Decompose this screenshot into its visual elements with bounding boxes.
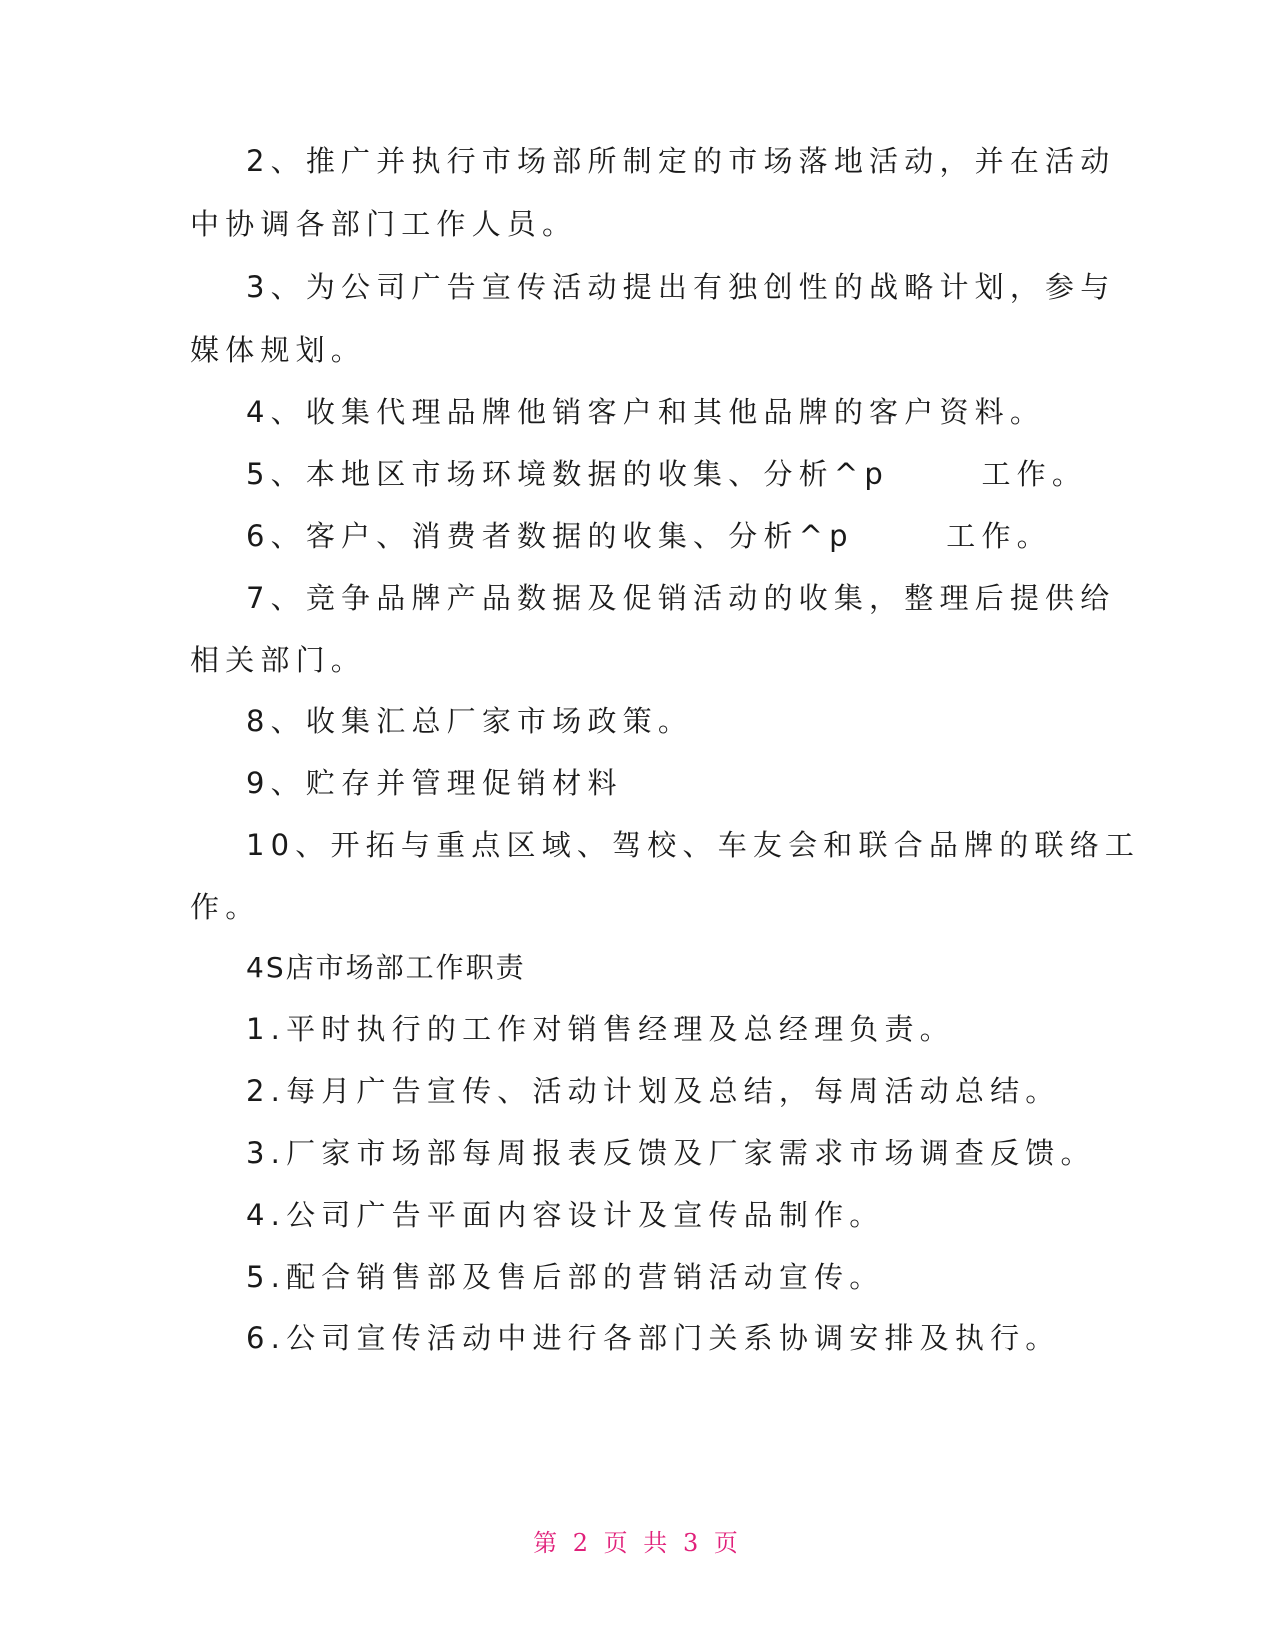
paragraph-6: 6、客户、消费者数据的收集、分析^p 工作。 bbox=[246, 519, 1052, 553]
page-number-footer: 第 2 页 共 3 页 bbox=[533, 1529, 742, 1557]
paragraph-3-line-2: 媒体规划。 bbox=[190, 333, 367, 367]
duty-item-4: 4.公司广告平面内容设计及宣传品制作。 bbox=[246, 1198, 885, 1232]
paragraph-10-line-2: 作。 bbox=[190, 890, 261, 924]
paragraph-2-line-2: 中协调各部门工作人员。 bbox=[190, 207, 578, 241]
duty-item-3: 3.厂家市场部每周报表反馈及厂家需求市场调查反馈。 bbox=[246, 1136, 1096, 1170]
duty-item-1: 1.平时执行的工作对销售经理及总经理负责。 bbox=[246, 1012, 955, 1046]
paragraph-2-line-1: 2、推广并执行市场部所制定的市场落地活动，并在活动 bbox=[246, 144, 1116, 178]
section-heading: 4S店市场部工作职责 bbox=[246, 951, 526, 984]
paragraph-4: 4、收集代理品牌他销客户和其他品牌的客户资料。 bbox=[246, 395, 1046, 429]
paragraph-5: 5、本地区市场环境数据的收集、分析^p 工作。 bbox=[246, 457, 1088, 491]
duty-item-6: 6.公司宣传活动中进行各部门关系协调安排及执行。 bbox=[246, 1321, 1061, 1355]
paragraph-9: 9、贮存并管理促销材料 bbox=[246, 766, 623, 800]
paragraph-3-line-1: 3、为公司广告宣传活动提出有独创性的战略计划，参与 bbox=[246, 270, 1116, 304]
duty-item-2: 2.每月广告宣传、活动计划及总结，每周活动总结。 bbox=[246, 1074, 1061, 1108]
paragraph-7-line-1: 7、竞争品牌产品数据及促销活动的收集，整理后提供给 bbox=[246, 581, 1116, 615]
paragraph-10-line-1: 10、开拓与重点区域、驾校、车友会和联合品牌的联络工 bbox=[246, 828, 1141, 862]
duty-item-5: 5.配合销售部及售后部的营销活动宣传。 bbox=[246, 1260, 885, 1294]
paragraph-8: 8、收集汇总厂家市场政策。 bbox=[246, 704, 694, 738]
paragraph-7-line-2: 相关部门。 bbox=[190, 643, 367, 677]
